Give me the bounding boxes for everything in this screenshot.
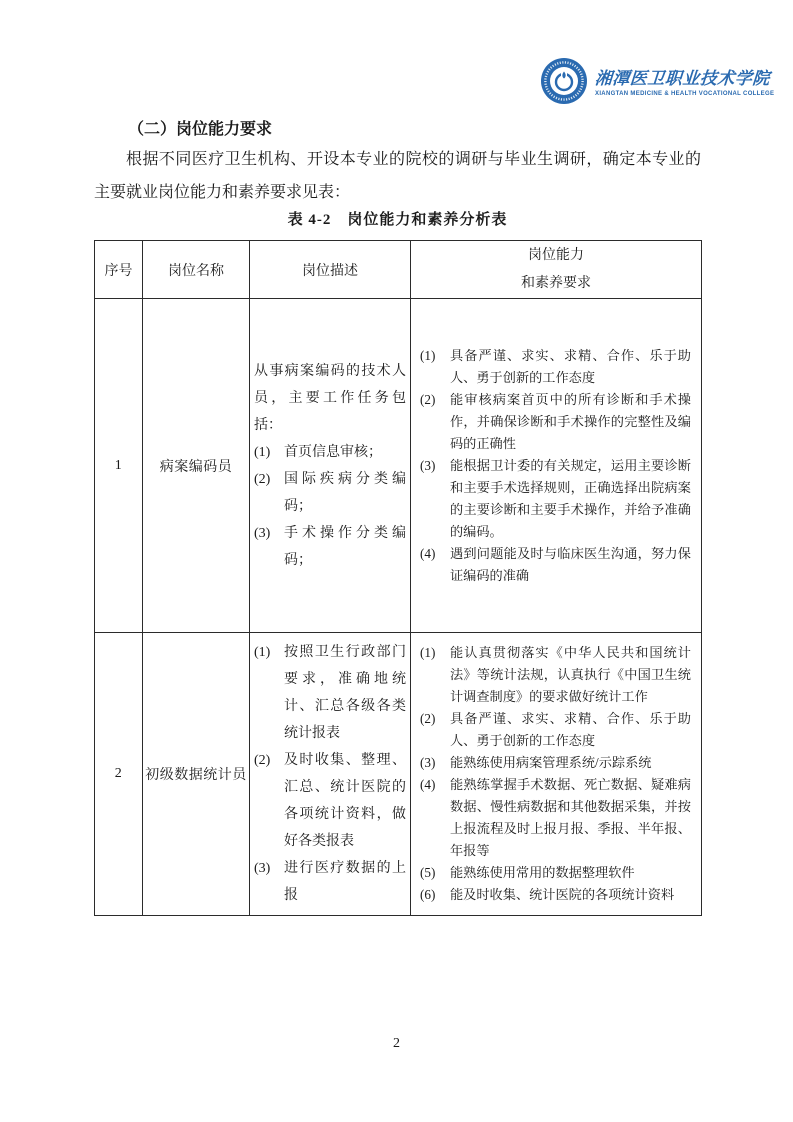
college-logo	[540, 57, 774, 105]
col-header-name: 岗位名称	[143, 241, 250, 299]
col-header-requirements-line2: 和素养要求	[521, 275, 591, 291]
requirement-item: (3) 能熟练使用病案管理系统/示踪系统	[420, 755, 652, 770]
description-item: (1) 按照卫生行政部门要求，准确地统计、汇总各级各类统计报表	[254, 645, 406, 741]
row-index: 2	[95, 633, 143, 916]
position-description	[250, 633, 411, 916]
position-requirements	[411, 633, 702, 916]
description-item: (3) 手术操作分类编码；	[254, 525, 406, 568]
row-index: 1	[95, 299, 143, 633]
col-header-requirements	[411, 241, 702, 299]
description-item: (3) 进行医疗数据的上报	[254, 861, 406, 903]
college-name-block	[595, 57, 774, 97]
page-number: 2	[393, 1036, 400, 1051]
table-row-coder	[95, 299, 702, 633]
requirement-item: (3) 能根据卫计委的有关规定，运用主要诊断和主要手术选择规则，正确选择出院病案的主要诊断和主要手术操作，并给予准确的编码。	[420, 457, 691, 539]
requirement-item: (6) 能及时收集、统计医院的各项统计资料	[420, 887, 675, 902]
description-intro: 从事病案编码的技术人员，主要工作任务包括：	[254, 363, 406, 433]
position-requirements	[411, 299, 702, 633]
position-name: 病案编码员	[143, 299, 250, 633]
requirement-item: (4) 遇到问题能及时与临床医生沟通，努力保证编码的准确	[420, 545, 691, 583]
table-row-statistician	[95, 633, 702, 916]
requirement-item: (5) 能熟练使用常用的数据整理软件	[420, 865, 635, 880]
description-item: (2) 国际疾病分类编码；	[254, 471, 406, 514]
description-item: (2) 及时收集、整理、汇总、统计医院的各项统计资料，做好各类报表	[254, 753, 406, 849]
position-name: 初级数据统计员	[143, 633, 250, 916]
college-seal-icon	[540, 57, 588, 105]
requirement-item: (1) 具备严谨、求实、求精、合作、乐于助人、勇于创新的工作态度	[420, 347, 691, 385]
ability-analysis-table	[94, 240, 702, 916]
college-name-en: XIANGTAN MEDICINE & HEALTH VOCATIONAL COLLEGE	[595, 91, 775, 97]
col-header-index: 序号	[95, 241, 143, 299]
description-item: (1) 首页信息审核；	[254, 444, 382, 460]
col-header-requirements-line1: 岗位能力	[528, 247, 584, 263]
table-title: 表 4-2 岗位能力和素养分析表	[287, 212, 508, 228]
table-header-row	[95, 241, 702, 299]
requirement-item: (4) 能熟练掌握手术数据、死亡数据、疑难病数据、慢性病数据和其他数据采集，并按上报流程及时上报月报、季报、半年报、年报等	[420, 777, 691, 858]
college-name-zh: 湘潭医卫职业技术学院	[594, 69, 771, 88]
section-heading: （二）岗位能力要求	[128, 121, 273, 138]
requirement-item: (1) 能认真贯彻落实《中华人民共和国统计法》等统计法规，认真执行《中国卫生统计调查制度》的要求做好统计工作	[420, 645, 691, 704]
requirement-item: (2) 能审核病案首页中的所有诊断和手术操作，并确保诊断和手术操作的完整性及编码的正确性	[420, 391, 691, 451]
requirement-item: (2) 具备严谨、求实、求精、合作、乐于助人、勇于创新的工作态度	[420, 711, 691, 748]
col-header-desc: 岗位描述	[250, 241, 411, 299]
intro-paragraph: 根据不同医疗卫生机构、开设本专业的院校的调研与毕业生调研，确定本专业的主要就业岗位能力和素养要求见表：	[94, 151, 701, 201]
position-description	[250, 299, 411, 633]
